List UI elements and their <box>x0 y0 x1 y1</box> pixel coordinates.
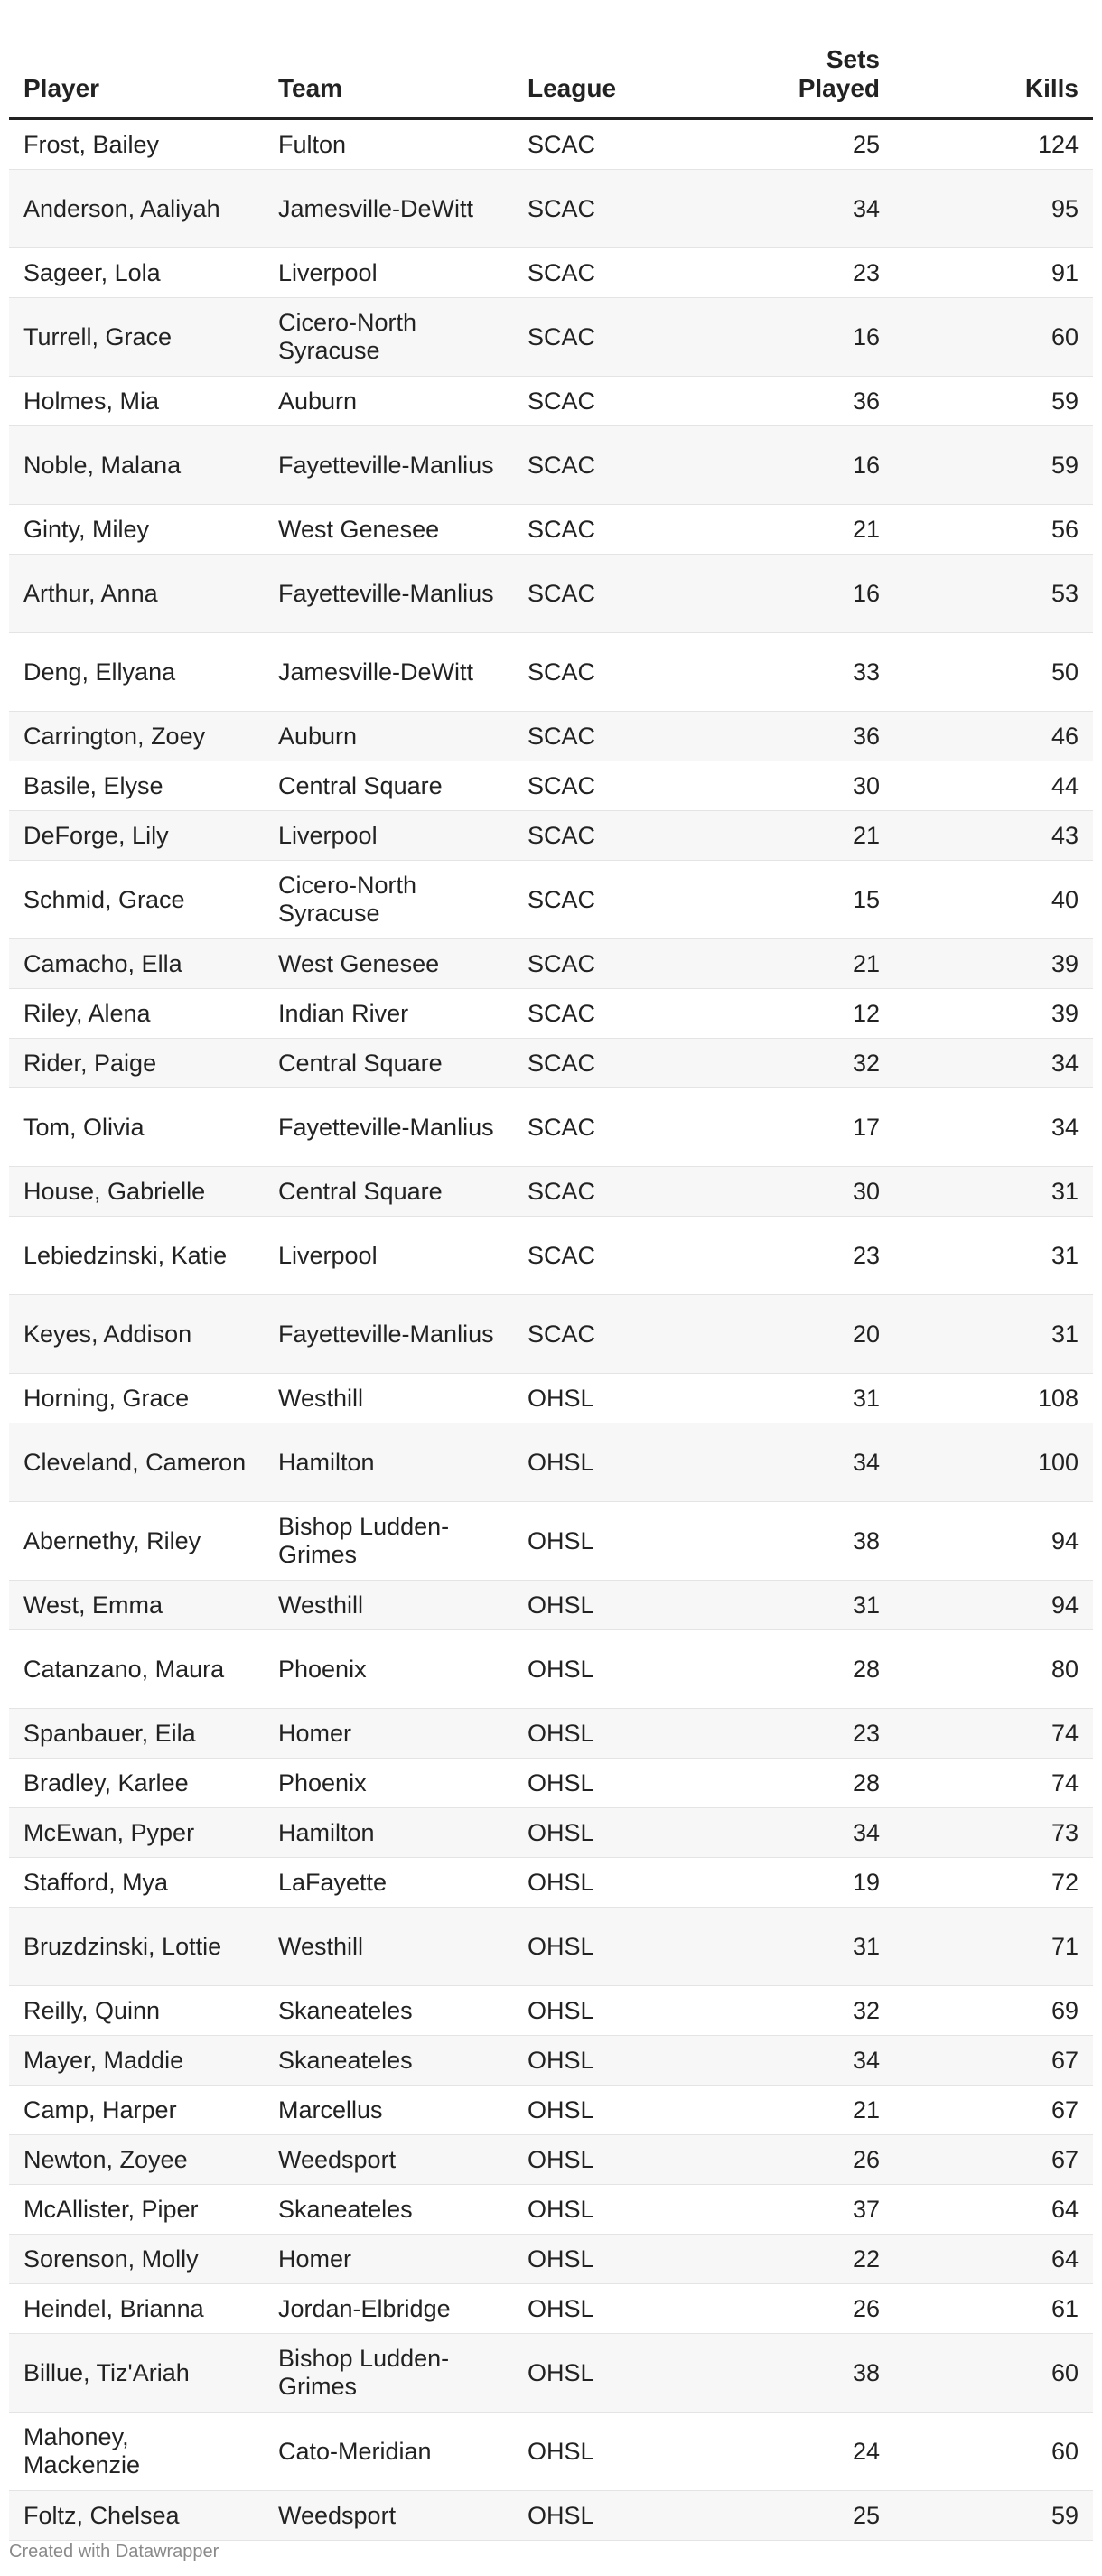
cell-kills: 44 <box>907 761 1093 811</box>
table-row <box>9 2491 1093 2541</box>
cell-player: Camp, Harper <box>9 2086 264 2135</box>
cell-league: SCAC <box>513 712 762 761</box>
table-row <box>9 1039 1093 1088</box>
cell-kills: 46 <box>907 712 1093 761</box>
cell-player: Billue, Tiz'Ariah <box>9 2334 264 2413</box>
cell-player: Anderson, Aaliyah <box>9 170 264 248</box>
cell-team: Jordan-Elbridge <box>264 2284 513 2334</box>
cell-kills: 91 <box>907 248 1093 298</box>
cell-league: OHSL <box>513 2235 762 2284</box>
cell-player: Sageer, Lola <box>9 248 264 298</box>
datawrapper-credit[interactable]: Created with Datawrapper <box>9 2542 219 2562</box>
cell-player: Bradley, Karlee <box>9 1759 264 1808</box>
cell-player: Mayer, Maddie <box>9 2036 264 2086</box>
cell-kills: 124 <box>907 119 1093 170</box>
table-row <box>9 1581 1093 1630</box>
cell-team: Phoenix <box>264 1630 513 1709</box>
cell-kills: 67 <box>907 2086 1093 2135</box>
header-team[interactable]: Team <box>264 9 513 119</box>
cell-sets-played: 28 <box>762 1630 907 1709</box>
table-row <box>9 861 1093 939</box>
cell-player: McEwan, Pyper <box>9 1808 264 1858</box>
header-sets-played[interactable]: Sets Played <box>762 9 907 119</box>
cell-team: Hamilton <box>264 1808 513 1858</box>
cell-league: SCAC <box>513 1088 762 1167</box>
cell-sets-played: 17 <box>762 1088 907 1167</box>
table-body <box>9 119 1093 2541</box>
table-row <box>9 1908 1093 1986</box>
cell-player: Mahoney, Mackenzie <box>9 2413 264 2491</box>
cell-league: OHSL <box>513 1709 762 1759</box>
cell-kills: 34 <box>907 1039 1093 1088</box>
cell-player: Arthur, Anna <box>9 555 264 633</box>
cell-league: SCAC <box>513 1039 762 1088</box>
cell-sets-played: 25 <box>762 2491 907 2541</box>
cell-player: Foltz, Chelsea <box>9 2491 264 2541</box>
cell-sets-played: 24 <box>762 2413 907 2491</box>
cell-team: Fayetteville-Manlius <box>264 1295 513 1374</box>
cell-kills: 59 <box>907 2491 1093 2541</box>
cell-sets-played: 21 <box>762 2086 907 2135</box>
cell-kills: 60 <box>907 298 1093 377</box>
cell-player: Lebiedzinski, Katie <box>9 1217 264 1295</box>
cell-sets-played: 36 <box>762 712 907 761</box>
cell-sets-played: 38 <box>762 1502 907 1581</box>
cell-player: Holmes, Mia <box>9 377 264 426</box>
cell-sets-played: 31 <box>762 1374 907 1423</box>
cell-sets-played: 28 <box>762 1759 907 1808</box>
cell-league: SCAC <box>513 811 762 861</box>
cell-team: Weedsport <box>264 2135 513 2185</box>
cell-team: Westhill <box>264 1374 513 1423</box>
cell-player: Newton, Zoyee <box>9 2135 264 2185</box>
cell-league: OHSL <box>513 1581 762 1630</box>
table-row <box>9 2413 1093 2491</box>
table-row <box>9 761 1093 811</box>
cell-kills: 56 <box>907 505 1093 555</box>
cell-kills: 61 <box>907 2284 1093 2334</box>
cell-team: Auburn <box>264 377 513 426</box>
cell-sets-played: 12 <box>762 989 907 1039</box>
cell-sets-played: 15 <box>762 861 907 939</box>
cell-league: SCAC <box>513 1295 762 1374</box>
cell-league: OHSL <box>513 1502 762 1581</box>
cell-team: Skaneateles <box>264 2185 513 2235</box>
cell-league: OHSL <box>513 1808 762 1858</box>
cell-sets-played: 16 <box>762 298 907 377</box>
cell-team: Cato-Meridian <box>264 2413 513 2491</box>
cell-sets-played: 20 <box>762 1295 907 1374</box>
cell-kills: 53 <box>907 555 1093 633</box>
table-row <box>9 119 1093 170</box>
kills-table <box>9 9 1093 2541</box>
cell-team: Liverpool <box>264 1217 513 1295</box>
cell-team: Central Square <box>264 1167 513 1217</box>
cell-league: SCAC <box>513 377 762 426</box>
cell-sets-played: 16 <box>762 426 907 505</box>
cell-team: Liverpool <box>264 248 513 298</box>
cell-player: Rider, Paige <box>9 1039 264 1088</box>
cell-sets-played: 32 <box>762 1986 907 2036</box>
table-row <box>9 2334 1093 2413</box>
cell-team: Jamesville-DeWitt <box>264 170 513 248</box>
cell-kills: 74 <box>907 1709 1093 1759</box>
table-row <box>9 248 1093 298</box>
cell-player: Spanbauer, Eila <box>9 1709 264 1759</box>
cell-sets-played: 26 <box>762 2284 907 2334</box>
cell-team: Phoenix <box>264 1759 513 1808</box>
cell-league: OHSL <box>513 2334 762 2413</box>
cell-league: SCAC <box>513 1167 762 1217</box>
cell-team: West Genesee <box>264 505 513 555</box>
cell-player: Keyes, Addison <box>9 1295 264 1374</box>
table-row <box>9 170 1093 248</box>
cell-league: OHSL <box>513 1908 762 1986</box>
cell-league: SCAC <box>513 555 762 633</box>
cell-sets-played: 31 <box>762 1581 907 1630</box>
cell-kills: 31 <box>907 1295 1093 1374</box>
cell-sets-played: 16 <box>762 555 907 633</box>
cell-sets-played: 34 <box>762 1423 907 1502</box>
cell-league: SCAC <box>513 119 762 170</box>
cell-team: Weedsport <box>264 2491 513 2541</box>
cell-player: Camacho, Ella <box>9 939 264 989</box>
table-row <box>9 1630 1093 1709</box>
header-row <box>9 9 1093 119</box>
cell-kills: 31 <box>907 1167 1093 1217</box>
cell-league: OHSL <box>513 2135 762 2185</box>
table-row <box>9 1295 1093 1374</box>
cell-player: Catanzano, Maura <box>9 1630 264 1709</box>
cell-kills: 94 <box>907 1581 1093 1630</box>
cell-sets-played: 19 <box>762 1858 907 1908</box>
cell-kills: 64 <box>907 2235 1093 2284</box>
cell-league: OHSL <box>513 2413 762 2491</box>
cell-kills: 60 <box>907 2413 1093 2491</box>
cell-player: Reilly, Quinn <box>9 1986 264 2036</box>
cell-team: Fulton <box>264 119 513 170</box>
cell-league: SCAC <box>513 298 762 377</box>
cell-player: Cleveland, Cameron <box>9 1423 264 1502</box>
cell-league: OHSL <box>513 2284 762 2334</box>
cell-sets-played: 30 <box>762 761 907 811</box>
cell-kills: 31 <box>907 1217 1093 1295</box>
cell-league: SCAC <box>513 761 762 811</box>
cell-kills: 40 <box>907 861 1093 939</box>
cell-kills: 39 <box>907 939 1093 989</box>
cell-league: SCAC <box>513 861 762 939</box>
cell-sets-played: 26 <box>762 2135 907 2185</box>
cell-team: Hamilton <box>264 1423 513 1502</box>
cell-player: Schmid, Grace <box>9 861 264 939</box>
table-row <box>9 2135 1093 2185</box>
header-kills[interactable]: Kills <box>907 9 1093 119</box>
cell-team: Cicero-North Syracuse <box>264 298 513 377</box>
cell-player: Bruzdzinski, Lottie <box>9 1908 264 1986</box>
cell-kills: 74 <box>907 1759 1093 1808</box>
table-row <box>9 2235 1093 2284</box>
cell-team: Cicero-North Syracuse <box>264 861 513 939</box>
cell-player: Sorenson, Molly <box>9 2235 264 2284</box>
cell-player: House, Gabrielle <box>9 1167 264 1217</box>
cell-kills: 94 <box>907 1502 1093 1581</box>
cell-league: OHSL <box>513 1759 762 1808</box>
cell-player: Turrell, Grace <box>9 298 264 377</box>
cell-team: Auburn <box>264 712 513 761</box>
cell-team: Indian River <box>264 989 513 1039</box>
cell-league: OHSL <box>513 2491 762 2541</box>
cell-player: DeForge, Lily <box>9 811 264 861</box>
cell-sets-played: 21 <box>762 939 907 989</box>
cell-player: Basile, Elyse <box>9 761 264 811</box>
cell-team: Fayetteville-Manlius <box>264 555 513 633</box>
cell-sets-played: 34 <box>762 1808 907 1858</box>
table-row <box>9 505 1093 555</box>
cell-kills: 80 <box>907 1630 1093 1709</box>
cell-league: OHSL <box>513 2086 762 2135</box>
cell-player: Heindel, Brianna <box>9 2284 264 2334</box>
cell-league: SCAC <box>513 989 762 1039</box>
cell-kills: 67 <box>907 2135 1093 2185</box>
cell-sets-played: 34 <box>762 2036 907 2086</box>
cell-kills: 39 <box>907 989 1093 1039</box>
cell-team: Bishop Ludden-Grimes <box>264 2334 513 2413</box>
header-player[interactable]: Player <box>9 9 264 119</box>
cell-team: Skaneateles <box>264 1986 513 2036</box>
table-row <box>9 1858 1093 1908</box>
cell-league: SCAC <box>513 633 762 712</box>
cell-player: Deng, Ellyana <box>9 633 264 712</box>
cell-league: SCAC <box>513 505 762 555</box>
cell-team: Homer <box>264 2235 513 2284</box>
cell-sets-played: 23 <box>762 248 907 298</box>
cell-kills: 108 <box>907 1374 1093 1423</box>
cell-player: West, Emma <box>9 1581 264 1630</box>
cell-league: OHSL <box>513 2036 762 2086</box>
cell-sets-played: 22 <box>762 2235 907 2284</box>
cell-player: Noble, Malana <box>9 426 264 505</box>
cell-team: Central Square <box>264 761 513 811</box>
cell-kills: 71 <box>907 1908 1093 1986</box>
table-row <box>9 1502 1093 1581</box>
cell-sets-played: 21 <box>762 811 907 861</box>
table-row <box>9 1088 1093 1167</box>
cell-team: Jamesville-DeWitt <box>264 633 513 712</box>
cell-sets-played: 38 <box>762 2334 907 2413</box>
cell-team: Marcellus <box>264 2086 513 2135</box>
cell-team: West Genesee <box>264 939 513 989</box>
cell-kills: 67 <box>907 2036 1093 2086</box>
cell-sets-played: 32 <box>762 1039 907 1088</box>
cell-sets-played: 33 <box>762 633 907 712</box>
cell-team: Fayetteville-Manlius <box>264 426 513 505</box>
table-row <box>9 1986 1093 2036</box>
cell-league: OHSL <box>513 1374 762 1423</box>
table-row <box>9 555 1093 633</box>
table-row <box>9 1759 1093 1808</box>
cell-league: OHSL <box>513 2185 762 2235</box>
cell-league: OHSL <box>513 1423 762 1502</box>
cell-team: Bishop Ludden-Grimes <box>264 1502 513 1581</box>
table-row <box>9 2086 1093 2135</box>
cell-player: Ginty, Miley <box>9 505 264 555</box>
cell-player: Stafford, Mya <box>9 1858 264 1908</box>
table-row <box>9 811 1093 861</box>
cell-player: McAllister, Piper <box>9 2185 264 2235</box>
table-row <box>9 2284 1093 2334</box>
table-row <box>9 989 1093 1039</box>
cell-kills: 72 <box>907 1858 1093 1908</box>
cell-player: Tom, Olivia <box>9 1088 264 1167</box>
cell-team: Liverpool <box>264 811 513 861</box>
cell-team: Westhill <box>264 1908 513 1986</box>
cell-player: Riley, Alena <box>9 989 264 1039</box>
cell-league: SCAC <box>513 939 762 989</box>
cell-kills: 100 <box>907 1423 1093 1502</box>
cell-team: Homer <box>264 1709 513 1759</box>
cell-kills: 95 <box>907 170 1093 248</box>
cell-league: SCAC <box>513 170 762 248</box>
cell-league: OHSL <box>513 1858 762 1908</box>
cell-sets-played: 23 <box>762 1217 907 1295</box>
table-row <box>9 377 1093 426</box>
cell-league: OHSL <box>513 1630 762 1709</box>
cell-team: Westhill <box>264 1581 513 1630</box>
cell-team: Central Square <box>264 1039 513 1088</box>
table-row <box>9 1709 1093 1759</box>
cell-player: Carrington, Zoey <box>9 712 264 761</box>
table-row <box>9 426 1093 505</box>
table-row <box>9 939 1093 989</box>
cell-kills: 43 <box>907 811 1093 861</box>
cell-sets-played: 23 <box>762 1709 907 1759</box>
cell-kills: 73 <box>907 1808 1093 1858</box>
cell-sets-played: 25 <box>762 119 907 170</box>
cell-kills: 59 <box>907 377 1093 426</box>
table-row <box>9 1374 1093 1423</box>
cell-sets-played: 34 <box>762 170 907 248</box>
table-row <box>9 1167 1093 1217</box>
cell-sets-played: 21 <box>762 505 907 555</box>
cell-league: SCAC <box>513 426 762 505</box>
table-row <box>9 298 1093 377</box>
header-league[interactable]: League <box>513 9 762 119</box>
cell-player: Horning, Grace <box>9 1374 264 1423</box>
cell-kills: 69 <box>907 1986 1093 2036</box>
table-row <box>9 1423 1093 1502</box>
cell-player: Abernethy, Riley <box>9 1502 264 1581</box>
table-row <box>9 633 1093 712</box>
table-row <box>9 2185 1093 2235</box>
cell-sets-played: 30 <box>762 1167 907 1217</box>
table-row <box>9 712 1093 761</box>
cell-team: Skaneateles <box>264 2036 513 2086</box>
table-header <box>9 9 1093 119</box>
table-row <box>9 2036 1093 2086</box>
table-row <box>9 1808 1093 1858</box>
cell-sets-played: 31 <box>762 1908 907 1986</box>
cell-league: OHSL <box>513 1986 762 2036</box>
cell-kills: 64 <box>907 2185 1093 2235</box>
cell-sets-played: 37 <box>762 2185 907 2235</box>
cell-player: Frost, Bailey <box>9 119 264 170</box>
cell-kills: 34 <box>907 1088 1093 1167</box>
cell-sets-played: 36 <box>762 377 907 426</box>
cell-league: SCAC <box>513 1217 762 1295</box>
table-row <box>9 1217 1093 1295</box>
cell-team: LaFayette <box>264 1858 513 1908</box>
cell-kills: 59 <box>907 426 1093 505</box>
cell-team: Fayetteville-Manlius <box>264 1088 513 1167</box>
cell-kills: 50 <box>907 633 1093 712</box>
cell-league: SCAC <box>513 248 762 298</box>
cell-kills: 60 <box>907 2334 1093 2413</box>
